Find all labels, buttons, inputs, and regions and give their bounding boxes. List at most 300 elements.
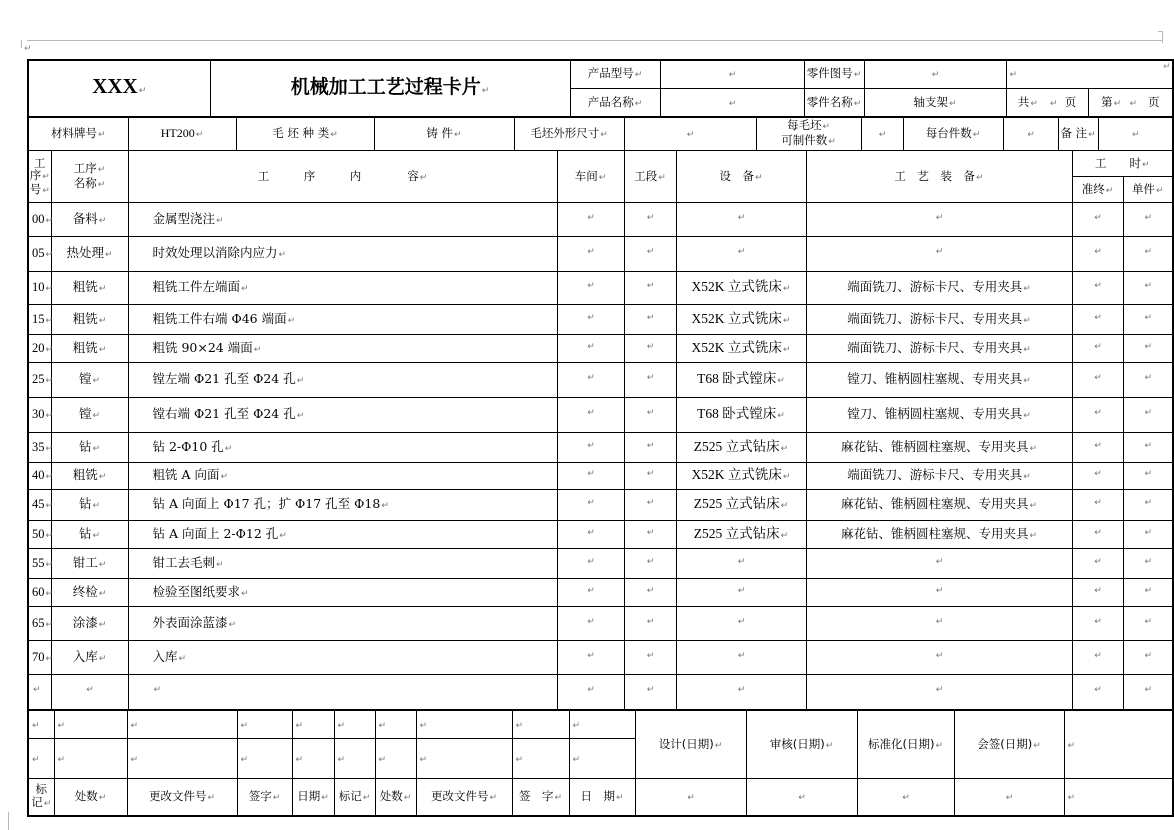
review-value[interactable]: ↵: [746, 779, 857, 816]
op-content-cell[interactable]: [128, 305, 557, 335]
per-blank-value[interactable]: ↵: [861, 117, 903, 151]
design-label: 设计(日期)↵: [635, 711, 746, 779]
op-tooling-cell[interactable]: [806, 549, 1072, 579]
op-workshop-cell[interactable]: [557, 237, 624, 272]
paragraph-mark: ↵: [224, 443, 233, 454]
paragraph-mark: ↵: [587, 469, 595, 479]
op-section-cell[interactable]: [624, 237, 676, 272]
page-top-rule: [27, 40, 1162, 41]
op-tooling-cell[interactable]: [806, 203, 1072, 237]
op-content-cell[interactable]: [128, 490, 557, 521]
op-tooling-cell[interactable]: [806, 363, 1072, 398]
op-no-cell[interactable]: [28, 579, 54, 607]
op-no-cell[interactable]: [28, 305, 54, 335]
op-unit-time-cell[interactable]: [1123, 641, 1173, 675]
paragraph-mark: ↵: [1094, 585, 1102, 596]
col-seq-header: 工 序↵ 号↵: [28, 151, 51, 203]
date-label: 日期↵: [292, 779, 334, 816]
blank-size-label: 毛坯外形尺寸↵: [514, 117, 624, 151]
op-name-cell[interactable]: [51, 272, 128, 305]
paragraph-mark: ↵: [1094, 341, 1102, 352]
op-unit-time-cell[interactable]: [1123, 272, 1173, 305]
op-content-cell[interactable]: [128, 363, 557, 398]
col-workshop-header: 车间↵: [557, 151, 624, 203]
op-no-cell[interactable]: [28, 521, 54, 549]
change-cell[interactable]: ↵: [292, 711, 334, 739]
signoff-blank-cell[interactable]: ↵: [1064, 711, 1173, 779]
paragraph-mark: ↵: [98, 559, 107, 570]
op-section-cell[interactable]: [624, 272, 676, 305]
paragraph-mark: ↵: [1023, 344, 1031, 355]
paragraph-mark: ↵: [104, 250, 113, 260]
blank-size-value[interactable]: ↵: [624, 117, 756, 151]
op-equipment-text: X52K 立式铣床: [691, 467, 782, 482]
op-no-text: 55: [32, 555, 45, 570]
op-no-cell[interactable]: [28, 675, 51, 710]
paragraph-mark: ↵: [287, 315, 296, 326]
op-tooling-cell[interactable]: [806, 335, 1072, 363]
card-title: 机械加工工艺过程卡片: [290, 75, 481, 98]
table-row: [28, 398, 1173, 433]
op-section-cell[interactable]: [624, 521, 676, 549]
paragraph-mark: ↵: [1144, 440, 1153, 451]
op-unit-time-cell[interactable]: [1123, 549, 1173, 579]
paragraph-mark: ↵: [45, 344, 54, 355]
change-cell[interactable]: ↵: [54, 711, 127, 739]
paragraph-mark: ↵: [587, 281, 595, 291]
op-equipment-text: Z525 立式钻床: [693, 438, 780, 454]
op-no-cell[interactable]: [28, 549, 54, 579]
op-content-cell[interactable]: [128, 641, 557, 675]
op-section-cell[interactable]: [624, 607, 676, 641]
material-no-label: 材料牌号↵: [28, 117, 128, 151]
op-workshop-cell[interactable]: [557, 675, 624, 710]
blank-type-value[interactable]: 铸 件↵: [374, 117, 514, 151]
table-row: [28, 237, 1173, 272]
col-op-name-header: 工序↵ 名称↵: [51, 151, 128, 203]
op-name-cell[interactable]: [51, 521, 128, 549]
op-equipment-cell[interactable]: [676, 398, 806, 433]
mark2-label: 标记↵: [334, 779, 375, 816]
paragraph-mark: ↵: [587, 556, 595, 567]
op-no-text: 40: [32, 468, 45, 482]
signoff-table: [27, 710, 1174, 817]
op-no-cell[interactable]: [28, 490, 54, 521]
op-name-cell[interactable]: [51, 398, 128, 433]
paragraph-mark: ↵: [1144, 281, 1153, 291]
paragraph-mark: ↵: [45, 376, 54, 386]
op-no-cell[interactable]: [28, 398, 54, 433]
op-prep-time-cell[interactable]: [1072, 463, 1123, 490]
op-tooling-text: 端面铣刀、游标卡尺、专用夹具: [847, 279, 1023, 294]
table-row: [28, 203, 1173, 237]
change-cell[interactable]: ↵: [569, 711, 635, 739]
op-prep-time-cell[interactable]: [1072, 305, 1123, 335]
remark-value[interactable]: ↵: [1098, 117, 1173, 151]
date2-label: 日 期↵: [569, 779, 635, 816]
paragraph-mark: ↵: [178, 653, 187, 664]
op-no-cell[interactable]: [28, 335, 54, 363]
part-drawing-no-label: 零件图号↵: [804, 60, 864, 88]
op-name-text: 钻: [78, 525, 92, 541]
change-doc-label: 更改文件号↵: [127, 779, 237, 816]
op-no-cell[interactable]: [28, 641, 54, 675]
per-unit-label: 每台件数↵: [903, 117, 1003, 151]
op-name-cell[interactable]: [51, 363, 128, 398]
op-workshop-cell[interactable]: [557, 305, 624, 335]
signoff-blank-value[interactable]: ↵: [1064, 779, 1173, 816]
change-cell[interactable]: ↵: [237, 739, 292, 779]
op-section-cell[interactable]: [624, 305, 676, 335]
paragraph-mark: ↵: [1094, 212, 1102, 223]
count-label: 处数↵: [54, 779, 127, 816]
op-workshop-cell[interactable]: [557, 490, 624, 521]
paragraph-mark: ↵: [1094, 373, 1102, 383]
op-equipment-cell[interactable]: [676, 579, 806, 607]
change-cell[interactable]: ↵: [127, 739, 237, 779]
op-content-cell[interactable]: [128, 521, 557, 549]
op-workshop-cell[interactable]: [557, 398, 624, 433]
op-equipment-text: X52K 立式铣床: [691, 279, 782, 294]
change-cell[interactable]: ↵: [569, 739, 635, 779]
op-unit-time-cell[interactable]: [1123, 203, 1173, 237]
paragraph-mark: ↵: [737, 585, 746, 596]
op-section-cell[interactable]: [624, 398, 676, 433]
op-workshop-cell[interactable]: [557, 549, 624, 579]
op-name-cell[interactable]: [51, 203, 128, 237]
change-cell[interactable]: ↵: [416, 739, 512, 779]
op-unit-time-cell[interactable]: [1123, 579, 1173, 607]
paragraph-mark: ↵: [138, 86, 147, 97]
op-workshop-cell[interactable]: [557, 203, 624, 237]
paragraph-mark: ↵: [98, 472, 107, 482]
op-prep-time-cell[interactable]: [1072, 203, 1123, 237]
op-tooling-cell[interactable]: [806, 675, 1072, 710]
op-no-text: 25: [32, 372, 45, 386]
op-equipment-cell[interactable]: [676, 433, 806, 463]
op-section-cell[interactable]: [624, 203, 676, 237]
paragraph-mark: ↵: [45, 411, 54, 421]
op-unit-time-cell[interactable]: [1123, 607, 1173, 641]
op-content-text: 钳工去毛刺: [152, 554, 216, 570]
op-workshop-cell[interactable]: [557, 433, 624, 463]
change-cell[interactable]: ↵: [54, 739, 127, 779]
paragraph-mark: ↵: [279, 530, 287, 541]
op-prep-time-cell[interactable]: [1072, 237, 1123, 272]
op-unit-time-cell[interactable]: [1123, 305, 1173, 335]
op-content-cell[interactable]: [128, 203, 557, 237]
op-equipment-cell[interactable]: [676, 607, 806, 641]
header-blank-cell[interactable]: ↵: [1006, 60, 1173, 88]
paragraph-mark: ↵: [1144, 616, 1153, 627]
op-tooling-cell[interactable]: [806, 490, 1072, 521]
op-prep-time-cell[interactable]: [1072, 579, 1123, 607]
change-cell[interactable]: ↵: [127, 711, 237, 739]
table-row: [28, 272, 1173, 305]
op-name-cell[interactable]: [51, 463, 128, 490]
design-value[interactable]: ↵: [635, 779, 746, 816]
col-section-header: 工段↵: [624, 151, 676, 203]
paragraph-mark: ↵: [1144, 312, 1153, 323]
op-tooling-cell[interactable]: [806, 521, 1072, 549]
op-section-cell[interactable]: [624, 675, 676, 710]
op-tooling-cell[interactable]: [806, 433, 1072, 463]
op-name-text: 粗铣: [72, 279, 98, 294]
op-tooling-cell[interactable]: [806, 237, 1072, 272]
op-prep-time-cell[interactable]: [1072, 675, 1123, 710]
change-cell[interactable]: ↵: [512, 739, 569, 779]
paragraph-mark: ↵: [1144, 469, 1153, 479]
paragraph-mark: ↵: [98, 588, 107, 599]
op-name-cell[interactable]: [51, 490, 128, 521]
paragraph-mark: ↵: [1094, 556, 1102, 567]
op-name-cell[interactable]: [51, 335, 128, 363]
op-no-cell[interactable]: [28, 363, 54, 398]
op-content-cell[interactable]: [128, 607, 557, 641]
paragraph-mark: ↵: [646, 527, 655, 538]
op-tooling-text: 端面铣刀、游标卡尺、专用夹具: [847, 310, 1023, 326]
op-workshop-cell[interactable]: [557, 641, 624, 675]
op-no-text: 30: [32, 407, 45, 421]
op-section-cell[interactable]: [624, 363, 676, 398]
op-equipment-text: Z525 立式钻床: [693, 496, 780, 511]
op-content-cell[interactable]: [128, 335, 557, 363]
material-no-value[interactable]: HT200↵: [128, 117, 236, 151]
op-equipment-cell[interactable]: [676, 490, 806, 521]
op-equipment-cell[interactable]: [676, 641, 806, 675]
op-equipment-cell[interactable]: [676, 305, 806, 335]
op-prep-time-cell[interactable]: [1072, 607, 1123, 641]
paragraph-mark: ↵: [45, 588, 54, 599]
op-equipment-cell[interactable]: [676, 675, 806, 710]
op-workshop-cell[interactable]: [557, 335, 624, 363]
op-name-text: 终检: [72, 583, 98, 599]
table-row: [28, 521, 1173, 549]
paragraph-mark: ↵: [98, 653, 107, 664]
op-tooling-text: 镗刀、锥柄圆柱塞规、专用夹具: [847, 371, 1023, 386]
page-index-cell: 第↵ ↵ 页: [1088, 88, 1173, 117]
op-no-cell[interactable]: [28, 607, 54, 641]
op-equipment-cell[interactable]: [676, 463, 806, 490]
company-name: XXX: [92, 74, 138, 99]
op-tooling-cell[interactable]: [806, 607, 1072, 641]
op-content-cell[interactable]: [128, 237, 557, 272]
paragraph-mark: ↵: [646, 312, 655, 323]
part-name-value[interactable]: 轴支架↵: [864, 88, 1006, 117]
op-section-cell[interactable]: [624, 641, 676, 675]
blank-type-label: 毛 坯 种 类↵: [236, 117, 374, 151]
op-tooling-cell[interactable]: [806, 398, 1072, 433]
op-unit-time-cell[interactable]: [1123, 521, 1173, 549]
op-prep-time-cell[interactable]: [1072, 549, 1123, 579]
op-no-cell[interactable]: [28, 237, 54, 272]
paragraph-mark: ↵: [1144, 341, 1153, 352]
paragraph-mark: ↵: [646, 281, 655, 291]
op-unit-time-cell[interactable]: [1123, 363, 1173, 398]
paragraph-mark: ↵: [1094, 527, 1102, 538]
op-name-cell[interactable]: [51, 305, 128, 335]
op-unit-time-cell[interactable]: [1123, 398, 1173, 433]
paragraph-mark: ↵: [45, 619, 54, 630]
paragraph-mark: ↵: [98, 619, 107, 630]
op-no-cell[interactable]: [28, 433, 54, 463]
operations-table: [27, 150, 1174, 710]
op-name-cell[interactable]: [51, 675, 128, 710]
op-content-text: 金属型浇注: [152, 210, 216, 226]
op-name-cell[interactable]: [51, 237, 128, 272]
paragraph-mark: ↵: [92, 411, 101, 421]
change-cell[interactable]: ↵: [28, 739, 54, 779]
paragraph-mark: ↵: [782, 344, 791, 355]
paragraph-mark: ↵: [1029, 443, 1038, 454]
op-name-text: 涂漆: [72, 614, 98, 630]
paragraph-mark: ↵: [1094, 685, 1102, 695]
change-cell[interactable]: ↵: [237, 711, 292, 739]
op-workshop-cell[interactable]: [557, 521, 624, 549]
paragraph-mark: ↵: [587, 527, 595, 538]
page-corner-rule-b: [8, 812, 9, 830]
count2-label: 处数↵: [375, 779, 416, 816]
change-cell[interactable]: ↵: [292, 739, 334, 779]
op-workshop-cell[interactable]: [557, 272, 624, 305]
table-row: [28, 433, 1173, 463]
op-unit-time-cell[interactable]: [1123, 237, 1173, 272]
change-cell[interactable]: ↵: [375, 711, 416, 739]
op-prep-time-cell[interactable]: [1072, 433, 1123, 463]
paragraph-mark: ↵: [98, 344, 107, 355]
product-name-value[interactable]: ↵: [660, 88, 804, 117]
paragraph-mark: ↵: [587, 373, 595, 383]
op-section-cell[interactable]: [624, 433, 676, 463]
op-prep-time-cell[interactable]: [1072, 272, 1123, 305]
op-content-cell[interactable]: [128, 579, 557, 607]
op-unit-time-cell[interactable]: [1123, 463, 1173, 490]
company-cell: [28, 60, 210, 117]
op-equipment-cell[interactable]: [676, 203, 806, 237]
op-no-text: 35: [32, 439, 45, 454]
op-equipment-cell[interactable]: [676, 521, 806, 549]
op-unit-time-cell[interactable]: [1123, 490, 1173, 521]
op-unit-time-cell[interactable]: [1123, 675, 1173, 710]
op-section-cell[interactable]: [624, 335, 676, 363]
op-tooling-cell[interactable]: [806, 579, 1072, 607]
op-tooling-cell[interactable]: [806, 305, 1072, 335]
op-name-cell[interactable]: [51, 579, 128, 607]
paragraph-mark: ↵: [1023, 411, 1031, 421]
op-content-cell[interactable]: [128, 433, 557, 463]
op-no-text: 00: [32, 211, 45, 226]
change-cell[interactable]: ↵: [28, 711, 54, 739]
op-no-cell[interactable]: [28, 463, 54, 490]
op-equipment-cell[interactable]: [676, 363, 806, 398]
op-content-cell[interactable]: [128, 549, 557, 579]
op-prep-time-cell[interactable]: [1072, 490, 1123, 521]
change-cell[interactable]: ↵: [375, 739, 416, 779]
op-prep-time-cell[interactable]: [1072, 398, 1123, 433]
col-prep-time-header: 准终↵: [1072, 177, 1123, 203]
col-content-header: 工 序 内 容↵: [128, 151, 557, 203]
op-content-text: 粗铣工件右端 Φ46 端面: [152, 310, 287, 326]
page-corner-rule: [21, 40, 22, 48]
per-unit-value[interactable]: ↵: [1003, 117, 1058, 151]
op-workshop-cell[interactable]: [557, 579, 624, 607]
op-equipment-cell[interactable]: [676, 549, 806, 579]
part-name-label: 零件名称↵: [804, 88, 864, 117]
op-workshop-cell[interactable]: [557, 463, 624, 490]
change-doc2-label: 更改文件号↵: [416, 779, 512, 816]
paragraph-mark: ↵: [1094, 498, 1102, 508]
op-no-cell[interactable]: [28, 272, 54, 305]
title-cell: [210, 60, 570, 117]
paragraph-mark: ↵: [737, 685, 746, 695]
change-cell[interactable]: ↵: [416, 711, 512, 739]
op-tooling-cell[interactable]: [806, 463, 1072, 490]
op-equipment-cell[interactable]: [676, 237, 806, 272]
paragraph-mark: ↵: [782, 472, 791, 482]
standardize-value[interactable]: ↵: [857, 779, 954, 816]
table-row: [28, 579, 1173, 607]
op-tooling-cell[interactable]: [806, 272, 1072, 305]
op-section-cell[interactable]: [624, 579, 676, 607]
paragraph-mark: ↵: [296, 376, 305, 386]
product-model-value[interactable]: ↵: [660, 60, 804, 88]
op-name-cell[interactable]: [51, 607, 128, 641]
op-name-cell[interactable]: [51, 641, 128, 675]
op-workshop-cell[interactable]: [557, 607, 624, 641]
paragraph-mark: ↵: [737, 212, 746, 223]
op-equipment-cell[interactable]: [676, 335, 806, 363]
op-name-cell[interactable]: [51, 549, 128, 579]
op-tooling-text: 镗刀、锥柄圆柱塞规、专用夹具: [847, 406, 1023, 421]
paragraph-mark: ↵: [646, 556, 655, 567]
op-tooling-cell[interactable]: [806, 641, 1072, 675]
op-equipment-text: Z525 立式钻床: [693, 525, 780, 541]
change-cell[interactable]: ↵: [334, 739, 375, 779]
part-drawing-no-value[interactable]: ↵: [864, 60, 1006, 88]
header-table: [27, 59, 1174, 118]
op-workshop-cell[interactable]: [557, 363, 624, 398]
standardize-label: 标准化(日期)↵: [857, 711, 954, 779]
op-content-cell[interactable]: [128, 272, 557, 305]
op-prep-time-cell[interactable]: [1072, 641, 1123, 675]
op-prep-time-cell[interactable]: [1072, 521, 1123, 549]
op-content-cell[interactable]: [128, 398, 557, 433]
change-cell[interactable]: ↵: [512, 711, 569, 739]
op-prep-time-cell[interactable]: [1072, 335, 1123, 363]
paragraph-mark: ↵: [1144, 685, 1153, 695]
op-content-cell[interactable]: [128, 675, 557, 710]
op-prep-time-cell[interactable]: [1072, 363, 1123, 398]
op-equipment-cell[interactable]: [676, 272, 806, 305]
op-content-cell[interactable]: [128, 463, 557, 490]
op-no-text: 20: [32, 340, 45, 355]
paragraph-mark: ↵: [935, 650, 944, 661]
op-section-cell[interactable]: [624, 463, 676, 490]
op-no-cell[interactable]: [28, 203, 54, 237]
paragraph-mark: ↵: [935, 585, 944, 596]
change-cell[interactable]: ↵: [334, 711, 375, 739]
op-unit-time-cell[interactable]: [1123, 335, 1173, 363]
op-section-cell[interactable]: [624, 549, 676, 579]
op-content-text: 粗铣工件左端面: [152, 279, 241, 294]
countersign-value[interactable]: ↵: [954, 779, 1064, 816]
paragraph-mark: ↵: [1023, 284, 1031, 294]
paragraph-mark: ↵: [92, 376, 101, 386]
paragraph-mark: ↵: [646, 650, 655, 661]
op-section-cell[interactable]: [624, 490, 676, 521]
op-name-cell[interactable]: [51, 433, 128, 463]
op-unit-time-cell[interactable]: [1123, 433, 1173, 463]
